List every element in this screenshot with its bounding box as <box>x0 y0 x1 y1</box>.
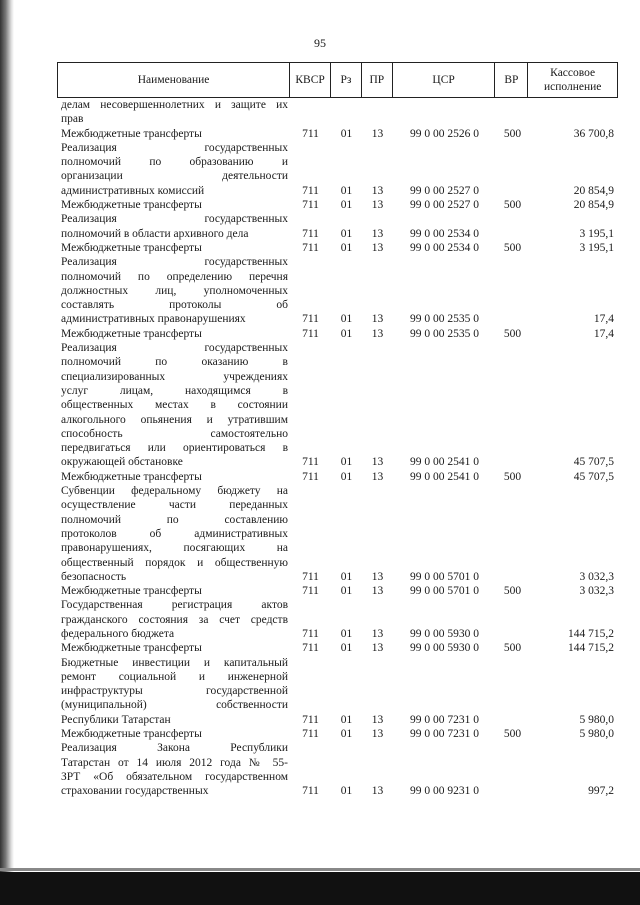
row-vr: 500 <box>503 585 522 598</box>
row-name-line: безопасность <box>61 570 127 583</box>
row-name <box>57 641 290 655</box>
row-vr: 500 <box>503 642 522 655</box>
row-pr: 13 <box>371 713 384 726</box>
row-name-line: полномочий по определению перечня <box>61 270 288 283</box>
row-amount: 3 195,1 <box>579 241 614 254</box>
table-row <box>57 198 618 212</box>
row-name <box>57 727 290 741</box>
row-csr: 99 0 00 2534 0 <box>410 227 479 240</box>
row-csr: 99 0 00 2535 0 <box>410 327 479 340</box>
row-pr: 13 <box>371 570 384 583</box>
row-name-line: полномочий по оказанию в <box>61 356 288 369</box>
row-pr: 13 <box>371 642 384 655</box>
row-kvsr: 711 <box>302 241 319 254</box>
row-name-line: протоколов об административных <box>61 527 288 540</box>
row-name-line: полномочий по образованию и <box>61 156 288 169</box>
row-name-line: страховании государственных <box>61 785 209 798</box>
row-rz: 01 <box>340 313 353 326</box>
row-name-line: (муниципальной) собственности <box>61 699 288 712</box>
row-name-line: Татарстан от 14 июля 2012 года № 55- <box>61 756 288 769</box>
header-csr: ЦСР <box>393 63 496 97</box>
row-name <box>57 327 290 341</box>
row-kvsr: 711 <box>302 570 319 583</box>
row-pr: 13 <box>371 199 384 212</box>
row-vr: 500 <box>503 241 522 254</box>
row-csr: 99 0 00 5701 0 <box>410 585 479 598</box>
row-rz: 01 <box>340 199 353 212</box>
row-name-line: организации деятельности <box>61 170 288 183</box>
row-amount: 3 032,3 <box>579 570 614 583</box>
row-rz: 01 <box>340 785 353 798</box>
row-name-line: передвигаться или ориентироваться в <box>61 442 288 455</box>
row-name <box>57 241 290 255</box>
row-name-line: составлять протоколы об <box>61 299 288 312</box>
row-name <box>57 584 290 598</box>
row-amount: 20 854,9 <box>573 184 614 197</box>
row-rz: 01 <box>340 728 353 741</box>
row-kvsr: 711 <box>302 642 319 655</box>
row-name <box>57 470 290 484</box>
row-name-line: Реализация государственных <box>61 141 288 154</box>
table-row <box>57 584 618 598</box>
header-vr: ВР <box>495 63 528 97</box>
row-name <box>57 598 290 641</box>
row-amount: 144 715,2 <box>568 627 614 640</box>
row-name <box>57 255 290 326</box>
row-csr: 99 0 00 7231 0 <box>410 713 479 726</box>
row-rz: 01 <box>340 585 353 598</box>
row-name-line: Реализация Закона Республики <box>61 742 288 755</box>
row-name-line: делам несовершеннолетних и защите их <box>61 99 288 111</box>
row-amount: 997,2 <box>588 785 614 798</box>
row-csr: 99 0 00 2526 0 <box>410 127 479 140</box>
row-rz: 01 <box>340 470 353 483</box>
table-body <box>57 98 618 799</box>
header-pr: ПР <box>362 63 393 97</box>
row-name-line: способность самостоятельно <box>61 427 288 440</box>
row-pr: 13 <box>371 785 384 798</box>
scan-edge-bottom <box>0 872 640 905</box>
row-name-line: Межбюджетные трансферты <box>61 199 202 212</box>
row-amount: 36 700,8 <box>573 127 614 140</box>
row-vr: 500 <box>503 127 522 140</box>
row-amount: 3 195,1 <box>579 227 614 240</box>
row-name-line: Республики Татарстан <box>61 713 171 726</box>
row-csr: 99 0 00 9231 0 <box>410 785 479 798</box>
row-name-line: общественных местах в состоянии <box>61 399 288 412</box>
row-name <box>57 212 290 241</box>
table-row <box>57 212 618 241</box>
row-rz: 01 <box>340 327 353 340</box>
row-name-line: полномочий по составлению <box>61 513 288 526</box>
header-kvsr: КВСР <box>290 63 331 97</box>
row-name <box>57 341 290 470</box>
table-row <box>57 127 618 141</box>
row-kvsr: 711 <box>302 227 319 240</box>
scan-edge-line <box>0 868 640 871</box>
row-name-line: алкогольного опьянения и утратившим <box>61 413 288 426</box>
row-name-line: ЗРТ «Об обязательном государственном <box>61 770 288 783</box>
row-rz: 01 <box>340 713 353 726</box>
row-amount: 5 980,0 <box>579 728 614 741</box>
table-row <box>57 255 618 326</box>
row-kvsr: 711 <box>302 327 319 340</box>
row-rz: 01 <box>340 241 353 254</box>
row-rz: 01 <box>340 227 353 240</box>
row-csr: 99 0 00 5701 0 <box>410 570 479 583</box>
header-name: Наименование <box>58 63 290 97</box>
table-row <box>57 327 618 341</box>
row-name <box>57 198 290 212</box>
row-csr: 99 0 00 2541 0 <box>410 470 479 483</box>
table-row <box>57 98 618 127</box>
page-number: 95 <box>314 36 326 50</box>
row-kvsr: 711 <box>302 313 319 326</box>
row-amount: 17,4 <box>593 313 614 326</box>
row-amount: 144 715,2 <box>568 642 614 655</box>
row-name <box>57 98 290 127</box>
row-kvsr: 711 <box>302 470 319 483</box>
row-name-line: Реализация государственных <box>61 256 288 269</box>
row-name-line: осуществление части переданных <box>61 499 288 512</box>
row-pr: 13 <box>371 127 384 140</box>
row-name-line: Межбюджетные трансферты <box>61 127 202 140</box>
row-csr: 99 0 00 2534 0 <box>410 241 479 254</box>
table-row <box>57 484 618 584</box>
row-pr: 13 <box>371 184 384 197</box>
row-kvsr: 711 <box>302 713 319 726</box>
row-csr: 99 0 00 5930 0 <box>410 627 479 640</box>
row-name-line: общественный порядок и общественную <box>61 556 288 569</box>
row-name-line: Реализация государственных <box>61 213 288 226</box>
row-rz: 01 <box>340 456 353 469</box>
row-name-line: должностных лиц, уполномоченных <box>61 284 288 297</box>
row-amount: 45 707,5 <box>573 470 614 483</box>
row-name-line: Межбюджетные трансферты <box>61 470 202 483</box>
table-row <box>57 656 618 727</box>
row-name-line: прав <box>61 113 84 126</box>
row-name-line: административных комиссий <box>61 184 205 197</box>
row-rz: 01 <box>340 184 353 197</box>
row-name <box>57 484 290 584</box>
row-rz: 01 <box>340 570 353 583</box>
row-csr: 99 0 00 2527 0 <box>410 184 479 197</box>
row-pr: 13 <box>371 313 384 326</box>
row-kvsr: 711 <box>302 456 319 469</box>
row-pr: 13 <box>371 627 384 640</box>
row-name-line: Реализация государственных <box>61 342 288 355</box>
row-pr: 13 <box>371 470 384 483</box>
row-amount: 3 032,3 <box>579 585 614 598</box>
row-csr: 99 0 00 2541 0 <box>410 456 479 469</box>
row-rz: 01 <box>340 627 353 640</box>
row-name <box>57 141 290 198</box>
table-row <box>57 641 618 655</box>
header-amount: Кассовое исполнение <box>543 67 602 93</box>
table-row <box>57 598 618 641</box>
row-pr: 13 <box>371 585 384 598</box>
row-name-line: Межбюджетные трансферты <box>61 728 202 741</box>
row-pr: 13 <box>371 456 384 469</box>
row-csr: 99 0 00 7231 0 <box>410 728 479 741</box>
row-kvsr: 711 <box>302 785 319 798</box>
budget-table <box>57 62 618 799</box>
table-row <box>57 341 618 470</box>
row-csr: 99 0 00 5930 0 <box>410 642 479 655</box>
row-name-line: ремонт социальной и инженерной <box>61 670 288 683</box>
row-csr: 99 0 00 2527 0 <box>410 199 479 212</box>
row-name-line: окружающей обстановке <box>61 456 183 469</box>
row-kvsr: 711 <box>302 728 319 741</box>
row-kvsr: 711 <box>302 184 319 197</box>
row-rz: 01 <box>340 127 353 140</box>
row-name-line: полномочий в области архивного дела <box>61 227 249 240</box>
row-name-line: специализированных учреждениях <box>61 370 288 383</box>
scan-edge-left <box>0 0 14 905</box>
table-row <box>57 141 618 198</box>
row-name-line: административных правонарушениях <box>61 313 246 326</box>
table-header <box>57 62 618 98</box>
row-pr: 13 <box>371 327 384 340</box>
row-name-line: федерального бюджета <box>61 627 175 640</box>
row-vr: 500 <box>503 470 522 483</box>
row-vr: 500 <box>503 728 522 741</box>
row-kvsr: 711 <box>302 627 319 640</box>
row-name-line: Межбюджетные трансферты <box>61 585 202 598</box>
row-kvsr: 711 <box>302 127 319 140</box>
table-row <box>57 470 618 484</box>
row-pr: 13 <box>371 241 384 254</box>
row-name <box>57 741 290 798</box>
row-amount: 20 854,9 <box>573 199 614 212</box>
row-kvsr: 711 <box>302 199 319 212</box>
table-row <box>57 727 618 741</box>
row-name-line: Субвенции федеральному бюджету на <box>61 485 288 498</box>
row-name-line: Межбюджетные трансферты <box>61 327 202 340</box>
row-amount: 45 707,5 <box>573 456 614 469</box>
row-csr: 99 0 00 2535 0 <box>410 313 479 326</box>
row-name-line: инфраструктуры государственной <box>61 685 288 698</box>
row-name-line: Бюджетные инвестиции и капитальный <box>61 656 288 669</box>
row-name-line: Межбюджетные трансферты <box>61 241 202 254</box>
row-name-line: гражданского состояния за счет средств <box>61 613 288 626</box>
row-rz: 01 <box>340 642 353 655</box>
row-name-line: Межбюджетные трансферты <box>61 642 202 655</box>
row-vr: 500 <box>503 327 522 340</box>
table-row <box>57 241 618 255</box>
row-name-line: правонарушениях, посягающих на <box>61 542 288 555</box>
row-vr: 500 <box>503 199 522 212</box>
header-rz: Рз <box>331 63 362 97</box>
table-row <box>57 741 618 798</box>
row-name <box>57 127 290 141</box>
row-pr: 13 <box>371 227 384 240</box>
row-name-line: услуг лицам, находящимся в <box>61 384 288 397</box>
row-name-line: Государственная регистрация актов <box>61 599 288 612</box>
row-amount: 17,4 <box>593 327 614 340</box>
row-pr: 13 <box>371 728 384 741</box>
row-amount: 5 980,0 <box>579 713 614 726</box>
row-name <box>57 656 290 727</box>
row-kvsr: 711 <box>302 585 319 598</box>
